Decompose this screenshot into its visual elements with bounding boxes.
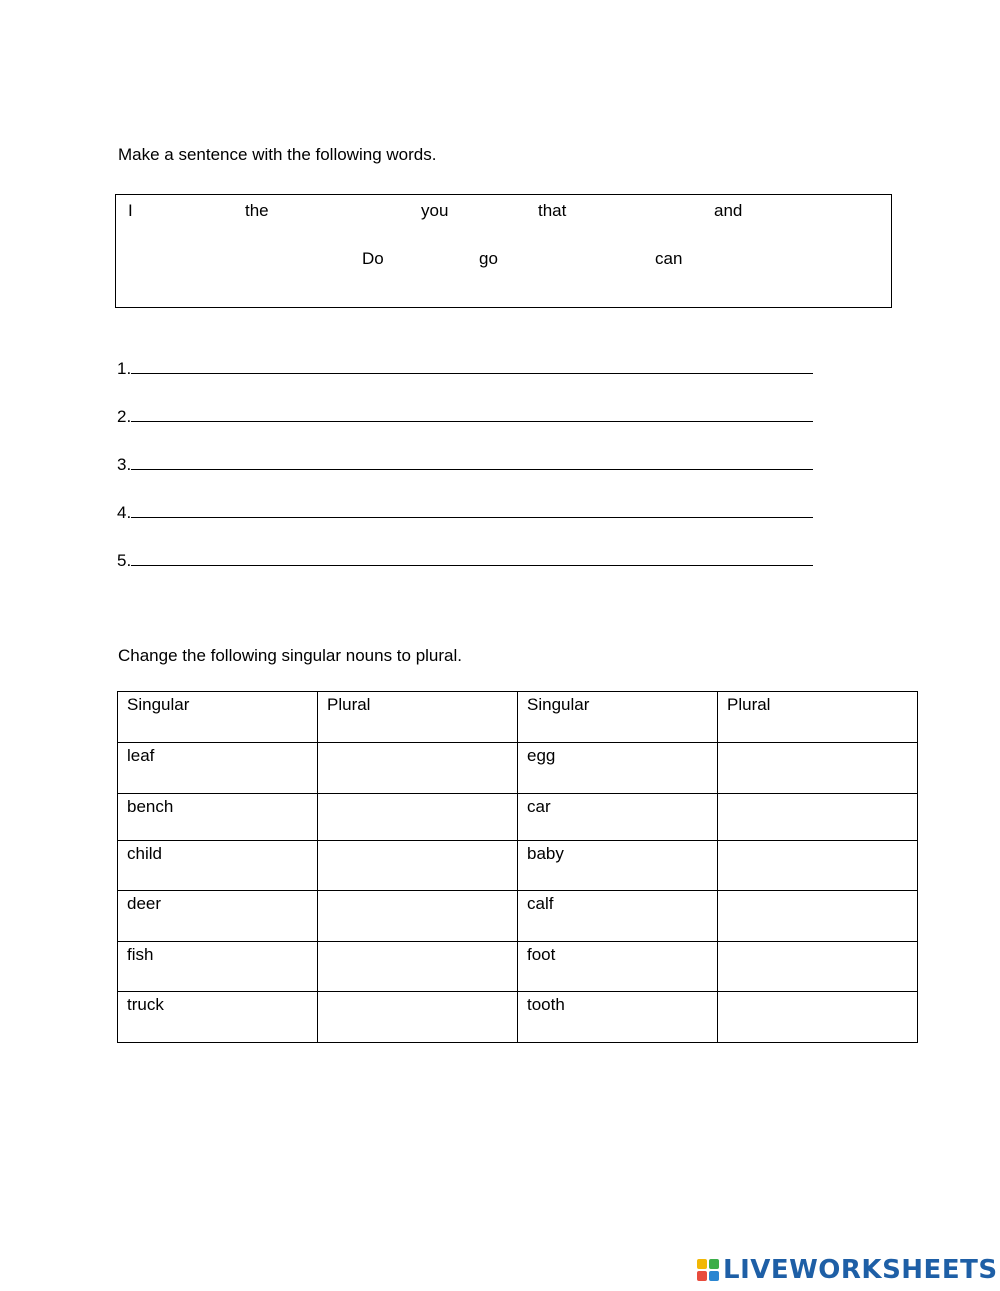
plural-answer-cell[interactable] [318, 743, 518, 794]
header-cell: Singular [118, 692, 318, 743]
singular-cell: car [518, 794, 718, 841]
line-number: 2. [117, 407, 132, 426]
word-bank-word: go [479, 249, 498, 268]
table-row [118, 743, 918, 794]
logo-block [697, 1271, 707, 1281]
line-number: 1. [117, 359, 132, 378]
word-bank-word: I [128, 201, 133, 220]
header-cell: Singular [518, 692, 718, 743]
logo-block [697, 1259, 707, 1269]
table-row [118, 891, 918, 942]
plural-answer-cell[interactable] [318, 942, 518, 992]
answer-line-5[interactable] [117, 550, 813, 571]
plural-answer-cell[interactable] [718, 794, 918, 841]
table-row [118, 942, 918, 992]
table-row [118, 992, 918, 1043]
plural-nouns-table [117, 691, 918, 1043]
line-number: 5. [117, 551, 132, 570]
plural-answer-cell[interactable] [718, 992, 918, 1043]
logo-blocks-icon [697, 1259, 719, 1281]
singular-cell: foot [518, 942, 718, 992]
instruction-plural-nouns: Change the following singular nouns to plural. [118, 646, 463, 665]
singular-cell: deer [118, 891, 318, 942]
answer-blank[interactable] [131, 406, 813, 422]
plural-answer-cell[interactable] [318, 841, 518, 891]
header-cell: Plural [318, 692, 518, 743]
answer-blank[interactable] [131, 358, 813, 374]
singular-cell: egg [518, 743, 718, 794]
singular-cell: tooth [518, 992, 718, 1043]
header-cell: Plural [718, 692, 918, 743]
plural-answer-cell[interactable] [318, 891, 518, 942]
singular-cell: child [118, 841, 318, 891]
word-bank-word: can [655, 249, 683, 268]
answer-blank[interactable] [131, 454, 813, 470]
answer-line-1[interactable] [117, 358, 813, 379]
plural-answer-cell[interactable] [318, 794, 518, 841]
word-bank-word: you [421, 201, 449, 220]
singular-cell: truck [118, 992, 318, 1043]
answer-blank[interactable] [131, 502, 813, 518]
singular-cell: calf [518, 891, 718, 942]
line-number: 3. [117, 455, 132, 474]
singular-cell: bench [118, 794, 318, 841]
liveworksheets-logo [697, 1253, 998, 1287]
word-bank-word: the [245, 201, 269, 220]
instruction-make-sentence: Make a sentence with the following words. [118, 145, 437, 164]
word-bank-word: Do [362, 249, 384, 268]
plural-answer-cell[interactable] [718, 942, 918, 992]
word-bank-box [115, 194, 892, 308]
singular-cell: fish [118, 942, 318, 992]
table-row [118, 841, 918, 891]
table-header-row [118, 692, 918, 743]
logo-block [709, 1271, 719, 1281]
answer-line-2[interactable] [117, 406, 813, 427]
table-row [118, 794, 918, 841]
line-number: 4. [117, 503, 132, 522]
answer-line-4[interactable] [117, 502, 813, 523]
answer-line-3[interactable] [117, 454, 813, 475]
logo-text: LIVEWORKSHEETS [723, 1255, 998, 1285]
plural-answer-cell[interactable] [718, 891, 918, 942]
word-bank-word: that [538, 201, 567, 220]
word-bank-word: and [714, 201, 743, 220]
plural-answer-cell[interactable] [718, 743, 918, 794]
plural-answer-cell[interactable] [718, 841, 918, 891]
plural-answer-cell[interactable] [318, 992, 518, 1043]
answer-blank[interactable] [131, 550, 813, 566]
singular-cell: leaf [118, 743, 318, 794]
singular-cell: baby [518, 841, 718, 891]
logo-block [709, 1259, 719, 1269]
